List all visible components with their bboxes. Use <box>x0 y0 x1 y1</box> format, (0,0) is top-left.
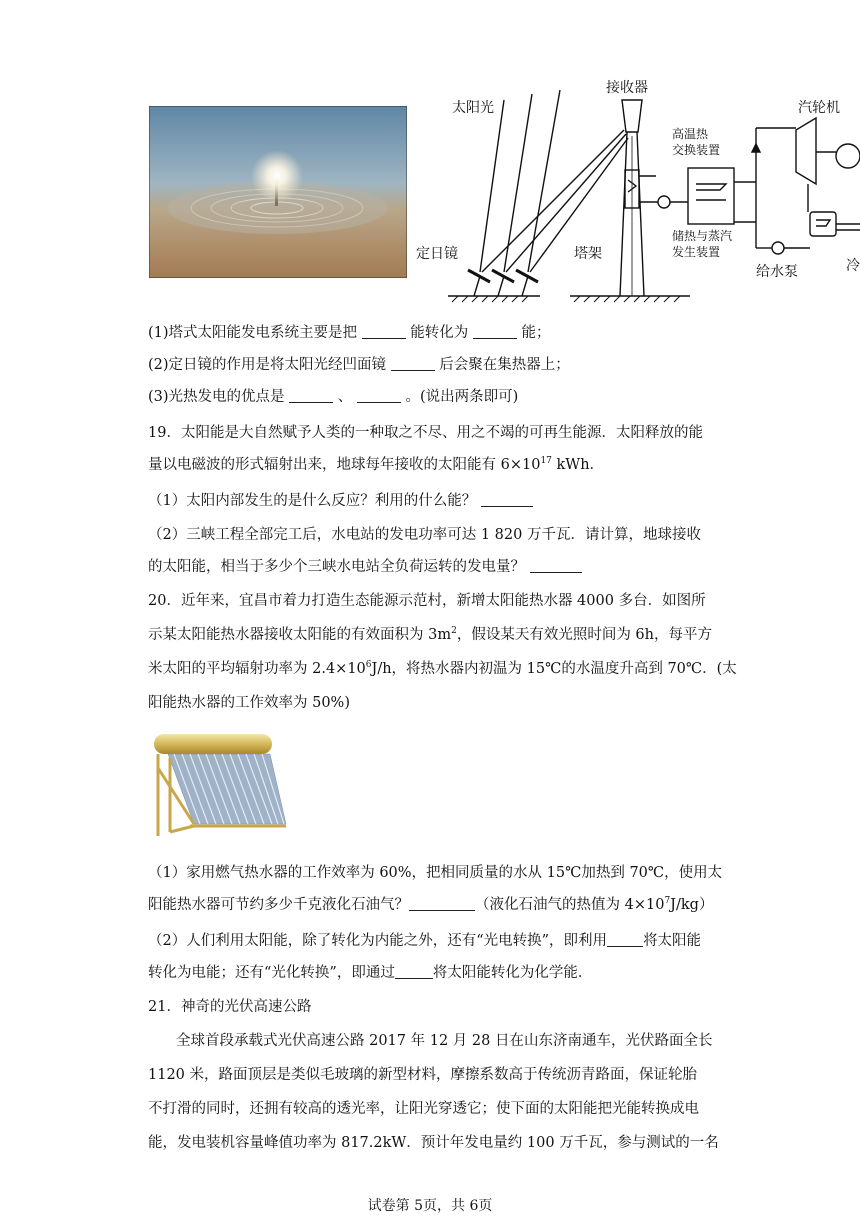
blank[interactable] <box>289 388 333 403</box>
blank[interactable] <box>481 492 533 507</box>
q19-part2-line1: （2）三峡工程全部完工后，水电站的发电功率可达 1 820 万千瓦．请计算，地球接收 <box>148 527 701 543</box>
blank[interactable] <box>473 324 517 339</box>
q19-line1: 19．太阳能是大自然赋予人类的一种取之不尽、用之不竭的可再生能源．太阳释放的能 <box>148 425 703 441</box>
label-heat-exchanger-2: 交换装置 <box>672 143 721 157</box>
solar-tower-photo <box>149 106 407 278</box>
q20-line3: 米太阳的平均辐射功率为 $2.4\times 10^6J/h$，将热水器内初温为 15℃的水温度升高到 70℃．(太 <box>148 660 737 677</box>
label-receiver: 接收器 <box>606 80 648 96</box>
label-storage-2: 发生装置 <box>672 245 721 259</box>
label-heliostat: 定日镜 <box>416 246 458 262</box>
q18-part2: (2)定日镜的作用是将太阳光经凹面镜 后会聚在集热器上； <box>148 357 570 373</box>
blank[interactable] <box>409 896 475 911</box>
label-turbine: 汽轮机 <box>798 100 840 116</box>
label-heat-exchanger-1: 高温热 <box>672 127 709 141</box>
q18-part1: (1)塔式太阳能发电系统主要是把 能转化为 能； <box>148 325 551 341</box>
q19-part2-line2: 的太阳能，相当于多少个三峡水电站全负荷运转的发电量？ <box>148 558 582 576</box>
q21-line3: 不打滑的同时，还拥有较高的透光率，让阳光穿透它；使下面的太阳能把光能转换成电 <box>148 1101 699 1117</box>
blank[interactable] <box>607 932 643 947</box>
blank[interactable] <box>357 388 401 403</box>
q21-line2: 1120 米，路面顶层是类似毛玻璃的新型材料，摩擦系数高于传统沥青路面，保证轮胎 <box>148 1067 698 1083</box>
q20-line4: 阳能热水器的工作效率为 50%) <box>148 695 350 711</box>
q19-part1: （1）太阳内部发生的是什么反应？利用的什么能？ <box>148 492 533 510</box>
label-sunlight: 太阳光 <box>452 100 494 116</box>
q20-part1-line2: 阳能热水器可节约多少千克液化石油气？ （液化石油气的热值为 $4\times 10^7J/kg$） <box>148 896 714 913</box>
blank[interactable] <box>530 558 582 573</box>
blank[interactable] <box>391 356 435 371</box>
blank[interactable] <box>395 964 433 979</box>
blank[interactable] <box>362 324 406 339</box>
q20-part2-line2: 转化为电能；还有“光化转换”，即通过 将太阳能转化为化学能． <box>148 965 593 981</box>
label-feed-pump: 给水泵 <box>756 264 798 280</box>
page-footer: 试卷第 5页，共 6页 <box>367 1198 493 1214</box>
q20-part2-line1: （2）人们利用太阳能，除了转化为内能之外，还有“光电转换”，即利用 将太阳能 <box>148 933 702 949</box>
q20-line1: 20．近年来，宜昌市着力打造生态能源示范村，新增太阳能热水器 4000 多台．如图所 <box>148 593 706 609</box>
q21-line4: 能，发电装机容量峰值功率为 817.2kW．预计年发电量约 100 万千瓦，参与测试的一名 <box>148 1135 719 1151</box>
q18-part3: (3)光热发电的优点是 、 。(说出两条即可) <box>148 389 519 405</box>
q21-line1: 全球首段承载式光伏高速公路 2017 年 12 月 28 日在山东济南通车，光伏路面全长 <box>176 1033 713 1049</box>
tower-solar-diagram <box>410 72 860 312</box>
q20-part1-line1: （1）家用燃气热水器的工作效率为 60%，把相同质量的水从 15℃加热到 70℃，使用太 <box>148 865 723 881</box>
q19-line2: 量以电磁波的形式辐射出来，地球每年接收的太阳能有 $6\times 10^{17}$ kWh． <box>148 456 605 473</box>
q20-line2: 示某太阳能热水器接收太阳能的有效面积为 $3m^2$，假设某天有效光照时间为 6h，每平方 <box>148 626 712 643</box>
label-cooler: 冷 <box>846 258 860 274</box>
label-storage-1: 储热与蒸汽 <box>672 229 733 243</box>
solar-water-heater-image <box>150 728 290 840</box>
label-tower: 塔架 <box>574 246 602 262</box>
q21-title: 21．神奇的光伏高速公路 <box>148 999 312 1015</box>
